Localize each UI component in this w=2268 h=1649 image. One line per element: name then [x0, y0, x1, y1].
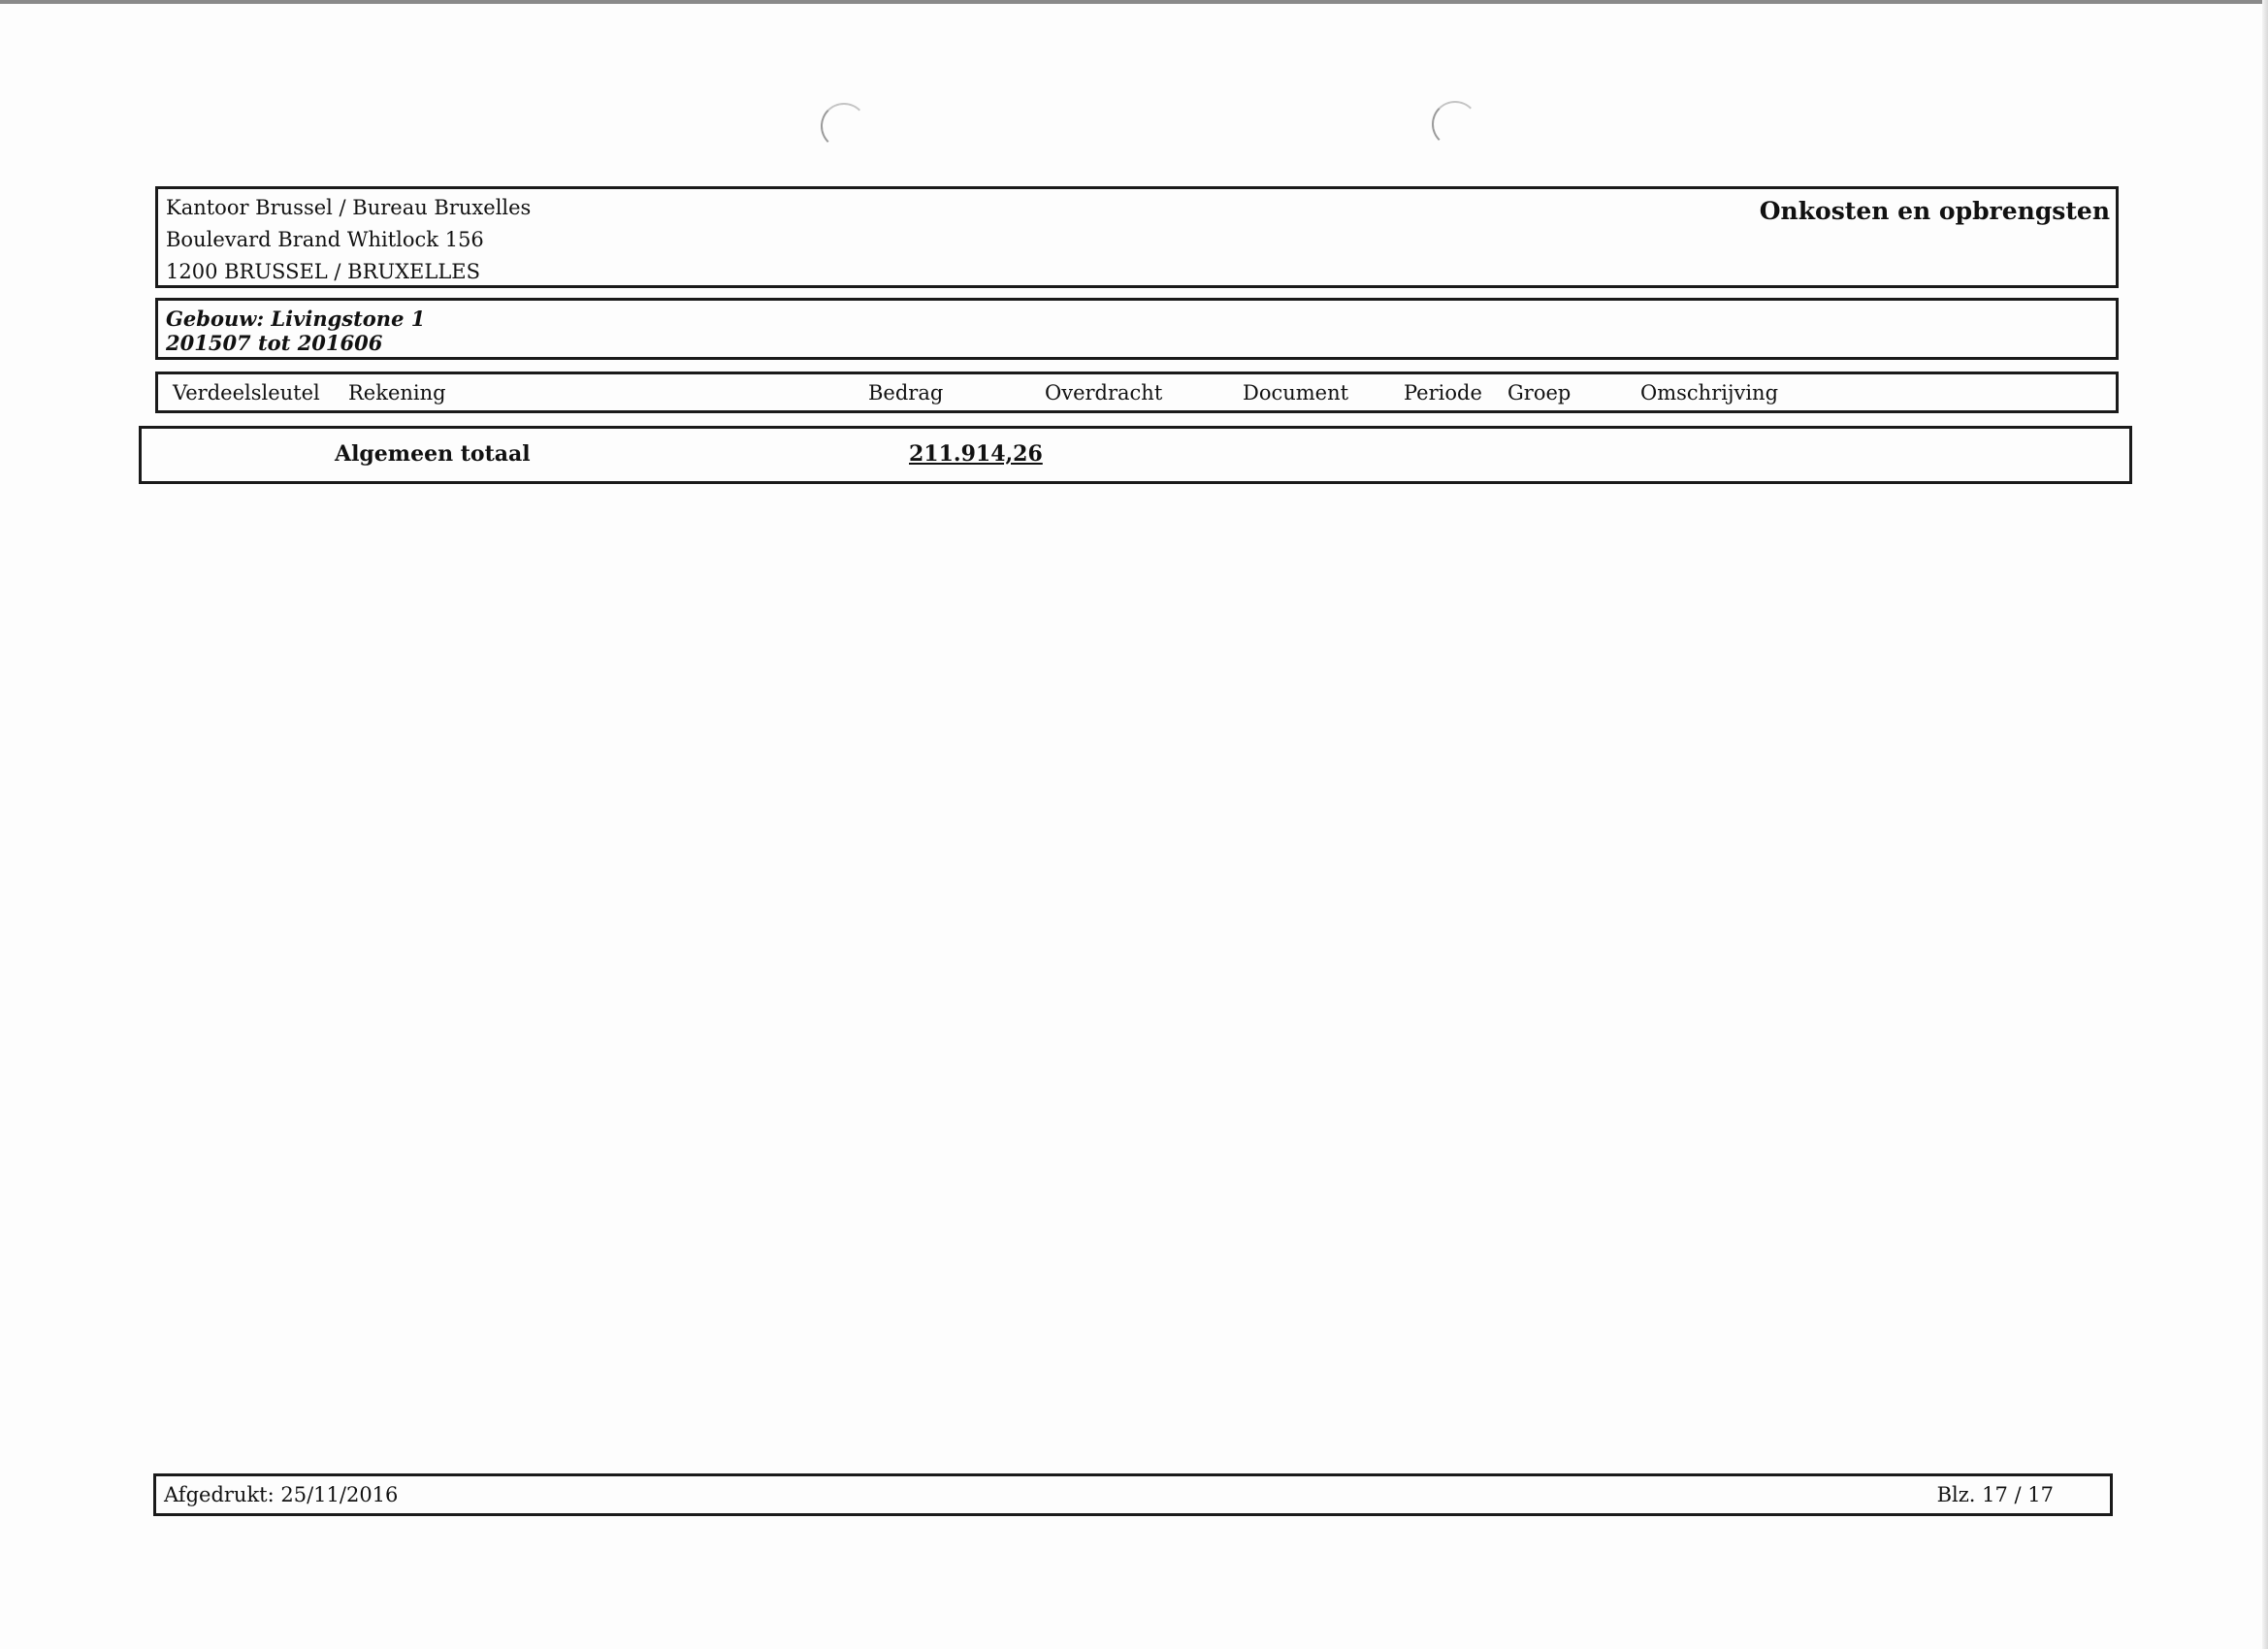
column-header-row [155, 372, 2119, 413]
col-groep: Groep [1507, 381, 1571, 404]
col-overdracht: Overdracht [1045, 381, 1163, 404]
report-title: Onkosten en opbrengsten [1759, 197, 2110, 225]
grand-total-value: 211.914,26 [909, 441, 1043, 467]
office-street: Boulevard Brand Whitlock 156 [166, 228, 484, 251]
building-info [155, 298, 2119, 360]
col-bedrag: Bedrag [868, 381, 944, 404]
col-rekening: Rekening [348, 381, 446, 404]
grand-total-label: Algemeen totaal [335, 441, 531, 467]
col-periode: Periode [1404, 381, 1482, 404]
office-city: 1200 BRUSSEL / BRUXELLES [166, 260, 480, 283]
page-number: Blz. 17 / 17 [1936, 1483, 2054, 1506]
building-name: Gebouw: Livingstone 1 [166, 307, 426, 331]
building-period: 201507 tot 201606 [166, 331, 383, 355]
col-verdeelsleutel: Verdeelsleutel [173, 381, 320, 404]
punch-hole-left [821, 103, 867, 149]
col-document: Document [1243, 381, 1349, 404]
punch-hole-right [1432, 101, 1478, 147]
grand-total-row [139, 426, 2132, 484]
scan-top-edge [0, 0, 2268, 4]
printed-date: Afgedrukt: 25/11/2016 [164, 1483, 399, 1506]
col-omschrijving: Omschrijving [1640, 381, 1779, 404]
office-name: Kantoor Brussel / Bureau Bruxelles [166, 196, 532, 219]
page-footer [153, 1473, 2113, 1516]
report-header [155, 186, 2119, 288]
scan-right-edge [2262, 0, 2268, 1649]
